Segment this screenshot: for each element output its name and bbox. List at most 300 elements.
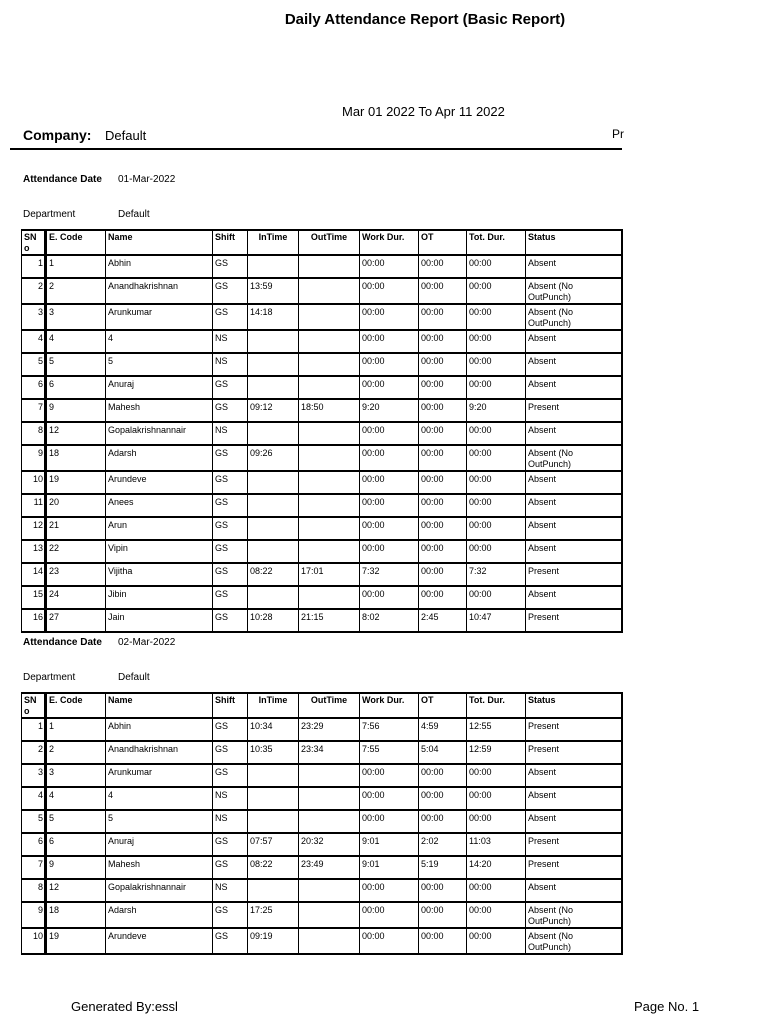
cell-status: Absent [526,810,622,833]
cell-ot: 00:00 [419,255,467,278]
cell-out-time [299,422,360,445]
cell-work-dur: 9:01 [360,856,419,879]
clipped-header-text: Pr [612,127,624,141]
cell-name: Vipin [106,540,213,563]
table-row [22,856,622,879]
cell-sn: 5 [22,810,46,833]
cell-e-code: 6 [46,833,106,856]
cell-sn: 5 [22,353,46,376]
cell-tot-dur: 00:00 [467,422,526,445]
cell-in-time [248,330,299,353]
cell-out-time [299,787,360,810]
column-header-ot: OT [419,230,467,255]
cell-in-time [248,376,299,399]
cell-work-dur: 00:00 [360,353,419,376]
cell-shift: NS [213,787,248,810]
column-header-in-time: InTime [248,693,299,718]
cell-shift: GS [213,764,248,787]
cell-status: Absent (No OutPunch) [526,304,622,330]
cell-ot: 00:00 [419,586,467,609]
cell-sn: 11 [22,494,46,517]
cell-in-time: 10:35 [248,741,299,764]
cell-out-time [299,278,360,304]
table-row [22,445,622,471]
cell-tot-dur: 14:20 [467,856,526,879]
cell-out-time [299,902,360,928]
cell-tot-dur: 12:55 [467,718,526,741]
cell-e-code: 18 [46,902,106,928]
cell-in-time [248,586,299,609]
cell-name: Vijitha [106,563,213,586]
cell-ot: 2:45 [419,609,467,632]
cell-in-time [248,517,299,540]
cell-tot-dur: 00:00 [467,353,526,376]
cell-out-time: 23:49 [299,856,360,879]
cell-out-time [299,879,360,902]
cell-in-time [248,810,299,833]
cell-ot: 00:00 [419,278,467,304]
cell-out-time: 18:50 [299,399,360,422]
cell-e-code: 4 [46,330,106,353]
attendance-date-value: 02-Mar-2022 [118,637,176,648]
cell-name: 4 [106,787,213,810]
cell-e-code: 3 [46,764,106,787]
cell-e-code: 4 [46,787,106,810]
column-header-e-code: E. Code [46,693,106,718]
cell-status: Absent [526,255,622,278]
cell-ot: 5:19 [419,856,467,879]
department-value: Default [118,672,150,683]
column-header-shift: Shift [213,230,248,255]
cell-out-time: 17:01 [299,563,360,586]
cell-name: Jibin [106,586,213,609]
table-row [22,471,622,494]
cell-ot: 00:00 [419,902,467,928]
cell-tot-dur: 00:00 [467,540,526,563]
cell-name: Anuraj [106,376,213,399]
cell-name: Anees [106,494,213,517]
cell-status: Absent [526,787,622,810]
cell-sn: 3 [22,764,46,787]
generated-by: Generated By:essl [71,999,178,1014]
cell-shift: NS [213,422,248,445]
cell-name: Abhin [106,718,213,741]
table-row [22,304,622,330]
cell-e-code: 27 [46,609,106,632]
cell-work-dur: 00:00 [360,787,419,810]
cell-name: Arundeve [106,471,213,494]
cell-in-time [248,494,299,517]
cell-name: 5 [106,353,213,376]
cell-out-time [299,445,360,471]
cell-sn: 2 [22,741,46,764]
cell-shift: GS [213,517,248,540]
cell-out-time [299,304,360,330]
cell-work-dur: 7:32 [360,563,419,586]
cell-ot: 00:00 [419,304,467,330]
cell-tot-dur: 7:32 [467,563,526,586]
cell-ot: 00:00 [419,764,467,787]
cell-work-dur: 00:00 [360,304,419,330]
cell-out-time: 21:15 [299,609,360,632]
cell-shift: GS [213,445,248,471]
cell-tot-dur: 00:00 [467,304,526,330]
cell-out-time [299,376,360,399]
cell-name: Jain [106,609,213,632]
cell-tot-dur: 00:00 [467,879,526,902]
attendance-date-label: Attendance Date [23,637,102,648]
column-header-shift: Shift [213,693,248,718]
cell-ot: 00:00 [419,879,467,902]
cell-ot: 00:00 [419,353,467,376]
cell-sn: 6 [22,376,46,399]
cell-work-dur: 00:00 [360,764,419,787]
cell-ot: 00:00 [419,399,467,422]
cell-status: Present [526,718,622,741]
cell-status: Absent [526,330,622,353]
cell-status: Absent [526,586,622,609]
cell-out-time [299,494,360,517]
department-label: Department [23,672,76,683]
cell-ot: 00:00 [419,494,467,517]
cell-in-time [248,353,299,376]
cell-sn: 14 [22,563,46,586]
cell-shift: GS [213,833,248,856]
cell-tot-dur: 00:00 [467,764,526,787]
cell-sn: 8 [22,879,46,902]
cell-status: Absent [526,540,622,563]
cell-shift: NS [213,330,248,353]
attendance-date-value: 01-Mar-2022 [118,174,176,185]
cell-work-dur: 7:56 [360,718,419,741]
cell-shift: GS [213,718,248,741]
cell-work-dur: 00:00 [360,540,419,563]
column-header-tot-dur: Tot. Dur. [467,230,526,255]
cell-e-code: 2 [46,278,106,304]
cell-tot-dur: 10:47 [467,609,526,632]
cell-in-time [248,787,299,810]
cell-tot-dur: 00:00 [467,445,526,471]
table-row [22,376,622,399]
cell-work-dur: 7:55 [360,741,419,764]
cell-e-code: 5 [46,810,106,833]
cell-tot-dur: 00:00 [467,928,526,954]
cell-sn: 13 [22,540,46,563]
cell-name: Arunkumar [106,764,213,787]
cell-name: Anuraj [106,833,213,856]
cell-e-code: 24 [46,586,106,609]
cell-sn: 7 [22,399,46,422]
cell-in-time [248,879,299,902]
cell-in-time: 13:59 [248,278,299,304]
column-header-sn: SN o [22,693,46,718]
cell-tot-dur: 9:20 [467,399,526,422]
table-row [22,879,622,902]
page-number: Page No. 1 [634,999,700,1014]
cell-shift: NS [213,879,248,902]
cell-work-dur: 00:00 [360,494,419,517]
cell-shift: GS [213,255,248,278]
cell-out-time: 23:34 [299,741,360,764]
cell-tot-dur: 00:00 [467,586,526,609]
cell-work-dur: 9:20 [360,399,419,422]
cell-e-code: 1 [46,255,106,278]
table-row [22,517,622,540]
cell-e-code: 2 [46,741,106,764]
cell-sn: 4 [22,787,46,810]
cell-out-time [299,810,360,833]
cell-e-code: 20 [46,494,106,517]
table-row [22,494,622,517]
cell-status: Absent [526,764,622,787]
cell-out-time [299,586,360,609]
cell-e-code: 12 [46,422,106,445]
cell-name: Anandhakrishnan [106,278,213,304]
cell-work-dur: 00:00 [360,879,419,902]
cell-out-time: 23:29 [299,718,360,741]
company-value: Default [105,128,147,143]
cell-sn: 9 [22,445,46,471]
table-row [22,422,622,445]
cell-ot: 00:00 [419,787,467,810]
cell-e-code: 23 [46,563,106,586]
column-header-out-time: OutTime [299,230,360,255]
cell-out-time [299,353,360,376]
cell-tot-dur: 00:00 [467,471,526,494]
column-header-name: Name [106,693,213,718]
column-header-in-time: InTime [248,230,299,255]
cell-in-time: 09:12 [248,399,299,422]
table-row [22,928,622,954]
cell-status: Absent [526,471,622,494]
cell-ot: 00:00 [419,928,467,954]
cell-work-dur: 00:00 [360,330,419,353]
table-row [22,540,622,563]
cell-in-time [248,422,299,445]
cell-status: Absent (No OutPunch) [526,278,622,304]
cell-shift: GS [213,563,248,586]
cell-sn: 3 [22,304,46,330]
cell-name: Abhin [106,255,213,278]
cell-in-time: 09:26 [248,445,299,471]
cell-shift: GS [213,741,248,764]
cell-tot-dur: 11:03 [467,833,526,856]
cell-ot: 2:02 [419,833,467,856]
cell-tot-dur: 00:00 [467,494,526,517]
cell-tot-dur: 12:59 [467,741,526,764]
cell-status: Present [526,609,622,632]
table-row [22,787,622,810]
column-header-status: Status [526,230,622,255]
cell-sn: 1 [22,255,46,278]
cell-sn: 10 [22,471,46,494]
cell-tot-dur: 00:00 [467,330,526,353]
cell-status: Absent [526,879,622,902]
cell-in-time [248,764,299,787]
cell-shift: GS [213,928,248,954]
cell-sn: 8 [22,422,46,445]
cell-e-code: 19 [46,928,106,954]
cell-ot: 00:00 [419,563,467,586]
cell-name: 4 [106,330,213,353]
cell-shift: GS [213,586,248,609]
cell-tot-dur: 00:00 [467,787,526,810]
table-row [22,741,622,764]
cell-status: Absent [526,494,622,517]
cell-ot: 00:00 [419,471,467,494]
cell-e-code: 9 [46,399,106,422]
cell-out-time [299,928,360,954]
cell-e-code: 6 [46,376,106,399]
cell-name: Adarsh [106,445,213,471]
column-header-e-code: E. Code [46,230,106,255]
cell-sn: 1 [22,718,46,741]
cell-in-time [248,471,299,494]
department-value: Default [118,209,150,220]
cell-e-code: 1 [46,718,106,741]
table-row [22,330,622,353]
cell-in-time: 08:22 [248,856,299,879]
cell-out-time [299,517,360,540]
cell-work-dur: 00:00 [360,445,419,471]
cell-work-dur: 9:01 [360,833,419,856]
cell-name: Arundeve [106,928,213,954]
cell-name: Adarsh [106,902,213,928]
cell-ot: 00:00 [419,445,467,471]
table-header-row [22,693,622,718]
cell-status: Present [526,856,622,879]
attendance-date-label: Attendance Date [23,174,102,185]
cell-sn: 16 [22,609,46,632]
cell-work-dur: 00:00 [360,422,419,445]
cell-out-time [299,330,360,353]
column-header-status: Status [526,693,622,718]
cell-in-time: 10:34 [248,718,299,741]
table-row [22,764,622,787]
table-header-row [22,230,622,255]
cell-tot-dur: 00:00 [467,255,526,278]
column-header-work-dur: Work Dur. [360,693,419,718]
table-row [22,902,622,928]
cell-status: Absent [526,422,622,445]
cell-status: Absent [526,353,622,376]
cell-shift: GS [213,856,248,879]
cell-ot: 00:00 [419,540,467,563]
cell-shift: GS [213,902,248,928]
cell-e-code: 18 [46,445,106,471]
cell-shift: NS [213,810,248,833]
cell-in-time [248,540,299,563]
cell-shift: NS [213,353,248,376]
cell-in-time: 17:25 [248,902,299,928]
cell-name: Gopalakrishnannair [106,879,213,902]
company-label: Company: [23,127,92,143]
table-row [22,353,622,376]
cell-e-code: 19 [46,471,106,494]
cell-sn: 15 [22,586,46,609]
cell-sn: 6 [22,833,46,856]
table-row [22,833,622,856]
cell-sn: 7 [22,856,46,879]
cell-e-code: 3 [46,304,106,330]
column-header-out-time: OutTime [299,693,360,718]
cell-e-code: 9 [46,856,106,879]
cell-out-time: 20:32 [299,833,360,856]
cell-status: Absent [526,517,622,540]
cell-sn: 9 [22,902,46,928]
cell-sn: 12 [22,517,46,540]
header-divider [10,148,622,150]
cell-status: Present [526,741,622,764]
cell-ot: 00:00 [419,330,467,353]
table-row [22,718,622,741]
cell-shift: GS [213,540,248,563]
cell-out-time [299,255,360,278]
cell-shift: GS [213,609,248,632]
cell-work-dur: 00:00 [360,517,419,540]
cell-e-code: 12 [46,879,106,902]
cell-in-time: 09:19 [248,928,299,954]
cell-in-time: 14:18 [248,304,299,330]
cell-work-dur: 00:00 [360,471,419,494]
cell-ot: 5:04 [419,741,467,764]
cell-tot-dur: 00:00 [467,902,526,928]
department-label: Department [23,209,76,220]
column-header-name: Name [106,230,213,255]
column-header-work-dur: Work Dur. [360,230,419,255]
cell-ot: 4:59 [419,718,467,741]
cell-status: Present [526,833,622,856]
cell-work-dur: 8:02 [360,609,419,632]
cell-e-code: 21 [46,517,106,540]
cell-ot: 00:00 [419,810,467,833]
cell-sn: 2 [22,278,46,304]
cell-work-dur: 00:00 [360,255,419,278]
date-range: Mar 01 2022 To Apr 11 2022 [342,104,505,119]
cell-out-time [299,764,360,787]
cell-work-dur: 00:00 [360,810,419,833]
table-row [22,563,622,586]
cell-in-time: 08:22 [248,563,299,586]
cell-tot-dur: 00:00 [467,517,526,540]
cell-status: Present [526,399,622,422]
table-row [22,810,622,833]
cell-name: Mahesh [106,399,213,422]
cell-tot-dur: 00:00 [467,278,526,304]
cell-work-dur: 00:00 [360,902,419,928]
cell-status: Absent (No OutPunch) [526,928,622,954]
cell-tot-dur: 00:00 [467,376,526,399]
cell-name: Mahesh [106,856,213,879]
cell-in-time: 10:28 [248,609,299,632]
cell-work-dur: 00:00 [360,586,419,609]
cell-ot: 00:00 [419,422,467,445]
attendance-table-01-mar [21,229,623,633]
cell-shift: GS [213,471,248,494]
cell-name: Arun [106,517,213,540]
cell-shift: GS [213,376,248,399]
cell-tot-dur: 00:00 [467,810,526,833]
cell-out-time [299,540,360,563]
cell-shift: GS [213,399,248,422]
cell-in-time: 07:57 [248,833,299,856]
cell-out-time [299,471,360,494]
table-row [22,278,622,304]
cell-status: Present [526,563,622,586]
table-row [22,255,622,278]
cell-work-dur: 00:00 [360,928,419,954]
table-row [22,586,622,609]
